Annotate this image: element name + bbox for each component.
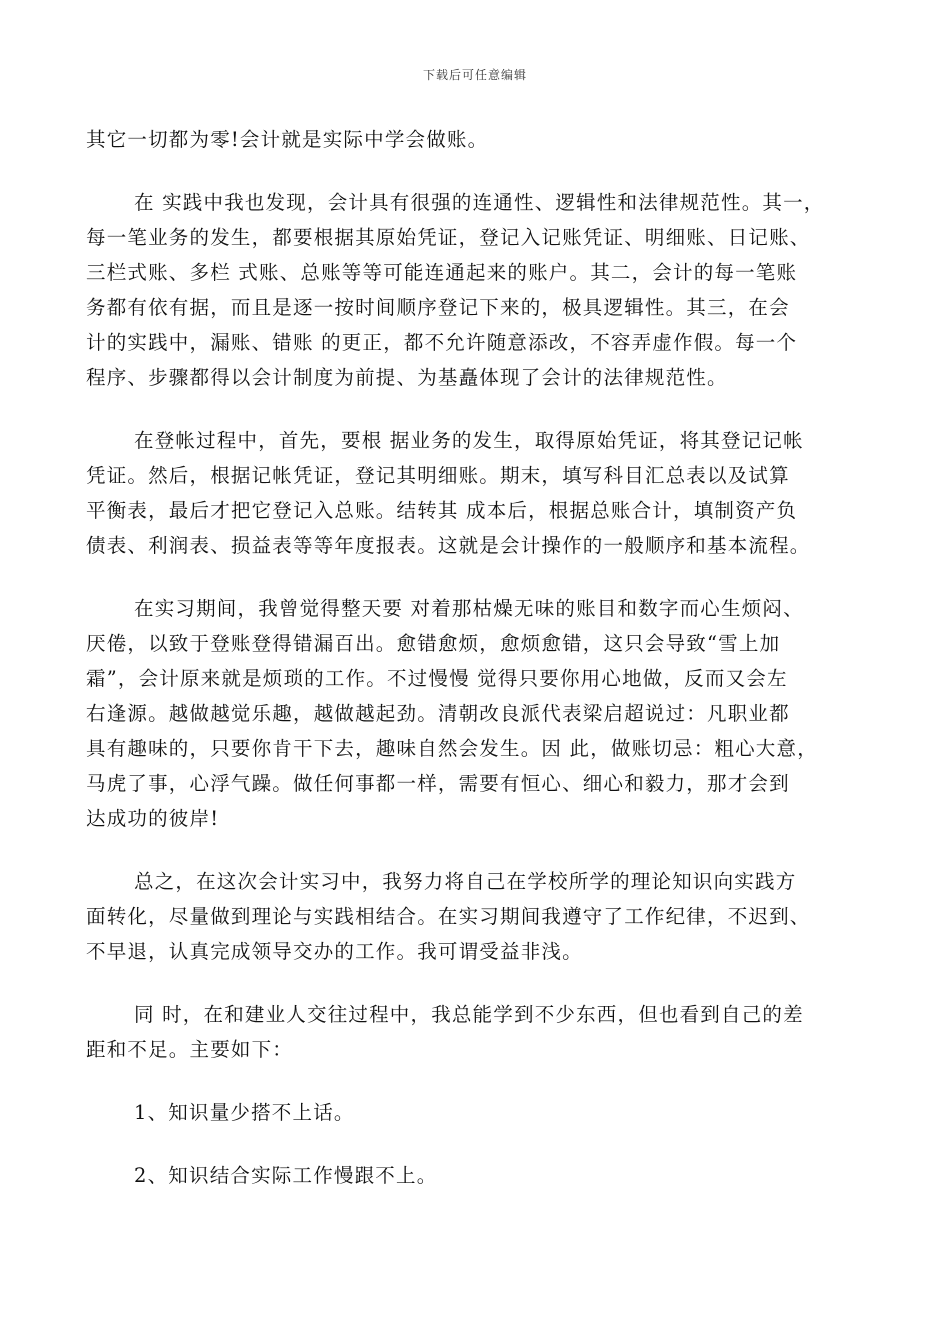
paragraph-line: 距和不足。主要如下： — [86, 1038, 294, 1061]
paragraph-line: 1、知识量少搭不上话。 — [134, 1101, 355, 1124]
paragraph-line: 在登帐过程中，首先，要根 据业务的发生，取得原始凭证，将其登记记帐 — [134, 429, 804, 452]
paragraph-line: 在实习期间，我曾觉得整天要 对着那枯燥无味的账目和数字而心生烦闷、 — [134, 597, 804, 620]
paragraph-line: 马虎了事，心浮气躁。做任何事都一样，需要有恒心、细心和毅力，那才会到 — [86, 772, 790, 795]
list-item-1 — [86, 1095, 872, 1130]
paragraph-line: 厌倦，以致于登账登得错漏百出。愈错愈烦，愈烦愈错，这只会导致“雪上加 — [86, 632, 781, 655]
paragraph-line: 达成功的彼岸! — [86, 807, 220, 830]
paragraph-line: 同 时，在和建业人交往过程中，我总能学到不少东西，但也看到自己的差 — [134, 1003, 804, 1026]
paragraph-line: 程序、步骤都得以会计制度为前提、为基矗体现了会计的法律规范性。 — [86, 366, 728, 389]
paragraph-line: 右逢源。越做越觉乐趣，越做越起劲。清朝改良派代表梁启超说过：凡职业都 — [86, 702, 790, 725]
paragraph-1 — [86, 122, 872, 157]
paragraph-line: 三栏式账、多栏 式账、总账等等可能连通起来的账户。其二，会计的每一笔账 — [86, 261, 798, 284]
paragraph-line: 霜”，会计原来就是烦琐的工作。不过慢慢 觉得只要你用心地做，反而又会左 — [86, 667, 788, 690]
paragraph-5 — [86, 864, 872, 969]
paragraph-line: 2、知识结合实际工作慢跟不上。 — [134, 1164, 438, 1187]
paragraph-6 — [86, 997, 872, 1067]
paragraph-line: 不早退，认真完成领导交办的工作。我可谓受益非浅。 — [86, 940, 583, 963]
paragraph-line: 具有趣味的，只要你肯干下去，趣味自然会发生。因 此，做账切忌：粗心大意， — [86, 737, 818, 760]
paragraph-line: 在 实践中我也发现，会计具有很强的连通性、逻辑性和法律规范性。其一， — [134, 191, 825, 214]
list-item-2 — [86, 1158, 872, 1193]
paragraph-line: 总之，在这次会计实习中，我努力将自己在学校所学的理论知识向实践方 — [134, 870, 797, 893]
paragraph-line: 务都有依有据，而且是逐一按时间顺序登记下来的，极具逻辑性。其三，在会 — [86, 296, 790, 319]
paragraph-2 — [86, 185, 872, 395]
paragraph-line: 平衡表，最后才把它登记入总账。结转其 成本后，根据总账合计，填制资产负 — [86, 499, 798, 522]
paragraph-line: 每一笔业务的发生，都要根据其原始凭证，登记入记账凭证、明细账、日记账、 — [86, 226, 811, 249]
paragraph-line: 债表、利润表、损益表等等年度报表。这就是会计操作的一般顺序和基本流程。 — [86, 534, 811, 557]
paragraph-line: 面转化，尽量做到理论与实践相结合。在实习期间我遵守了工作纪律，不迟到、 — [86, 905, 811, 928]
paragraph-4 — [86, 591, 872, 836]
paragraph-line: 计的实践中，漏账、错账 的更正，都不允许随意添改，不容弄虚作假。每一个 — [86, 331, 798, 354]
document-body — [86, 122, 872, 1221]
paragraph-line: 其它一切都为零!会计就是实际中学会做账。 — [86, 128, 489, 151]
header-note: 下载后可任意编辑 — [422, 68, 527, 82]
paragraph-line: 凭证。然后，根据记帐凭证，登记其明细账。期末，填写科目汇总表以及试算 — [86, 464, 790, 487]
paragraph-3 — [86, 423, 872, 563]
